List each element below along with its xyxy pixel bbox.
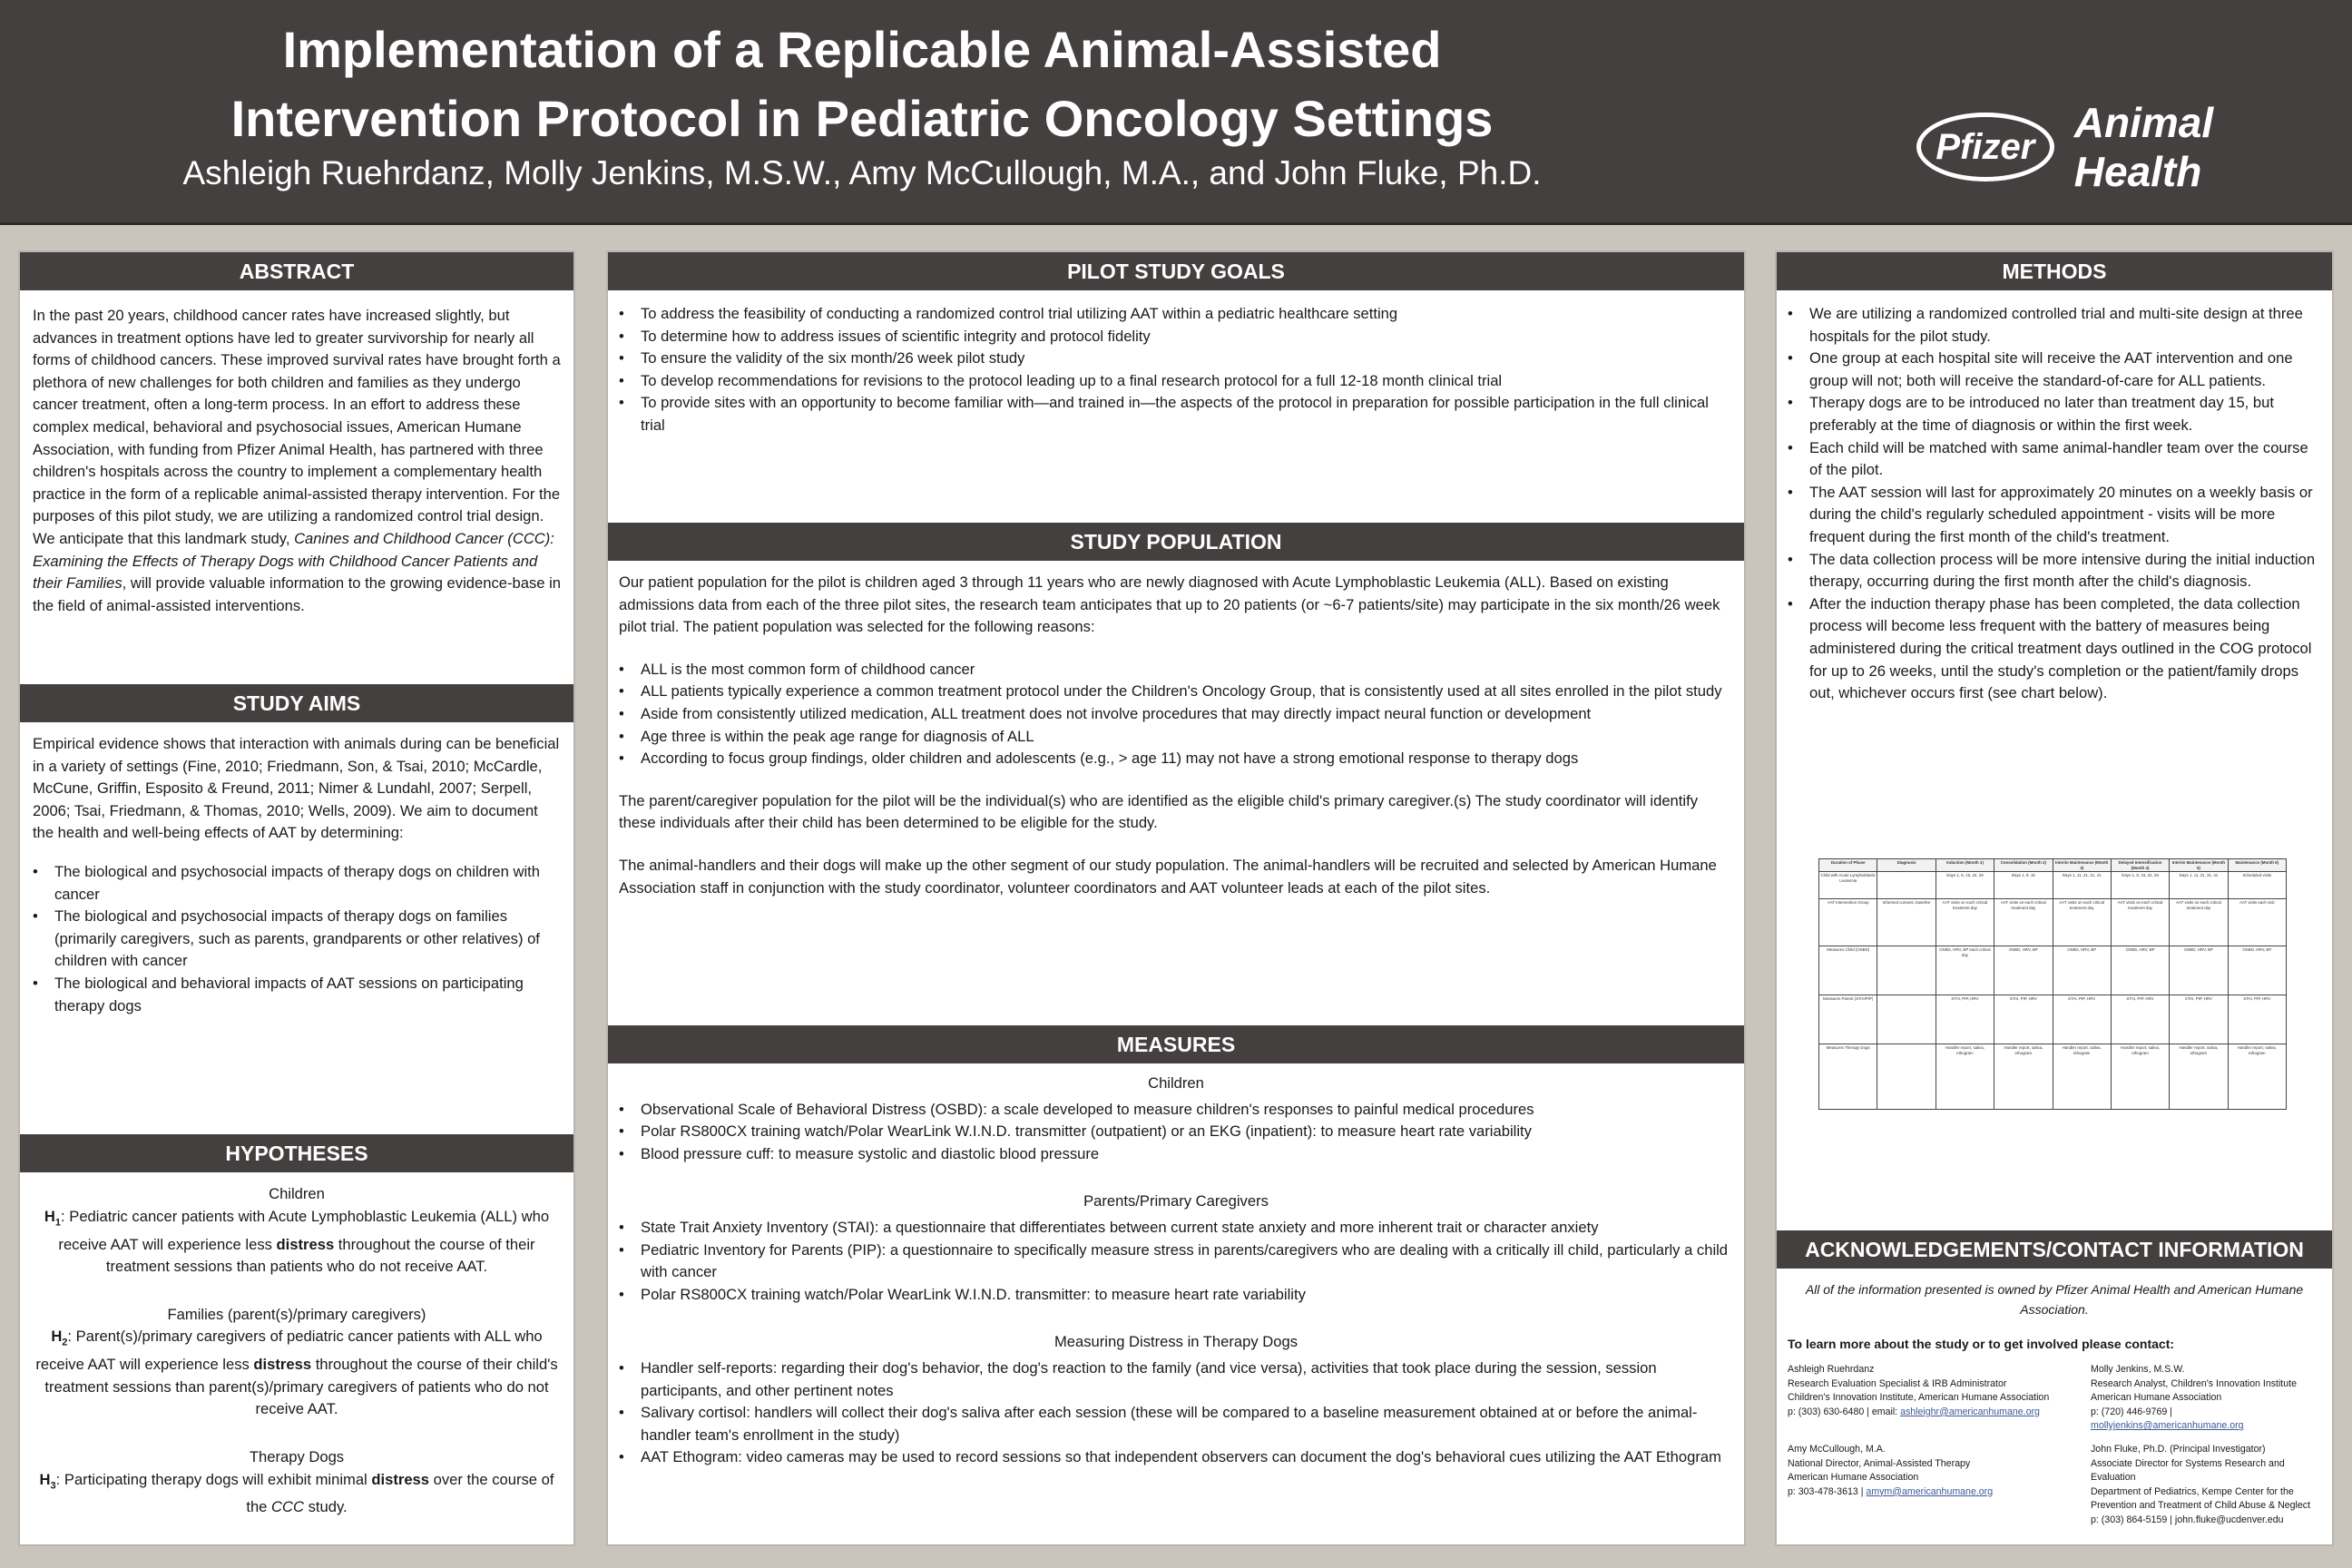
methods-list [1777, 290, 2332, 705]
hypotheses-children-label: Children [269, 1185, 325, 1202]
pilot-goal-item: • To ensure the validity of the six month/26 week pilot study [612, 348, 1733, 370]
pfizer-logo-mark: Pfizer [1936, 126, 2035, 167]
measure-item: • Blood pressure cuff: to measure systolic and diastolic blood pressure [612, 1143, 1733, 1166]
poster-title-line-2: Intervention Protocol in Pediatric Oncology Settings [230, 90, 1494, 147]
measure-item: • Handler self-reports: regarding their dog's behavior, the dog's reaction to the family (and vice versa), activities that took place during the session, session participants, and other pertinent notes [612, 1357, 1733, 1402]
abstract-text-b: , will provide valuable information to the growing evidence-base in the field of animal-assisted interventions. [33, 574, 562, 614]
population-reason-item: • ALL is the most common form of childhood cancer [612, 659, 1733, 681]
measure-item: • Salivary cortisol: handlers will collect their dog's saliva after each session (these will be compared to a baseline measurement obtained at or before the animal-handler team's enrollment in the study) [612, 1402, 1733, 1446]
table-row: Measures Child (OSBD) OSBD, HRV, BP each critical day OSBD, HRV, BP OSBD, HRV, BP OSBD, HRV, BP OSBD, HRV, BP OSBD, HRV, BP [1819, 946, 2287, 995]
left-column [18, 250, 575, 1546]
email-link[interactable]: amym@americanhumane.org [1866, 1485, 1994, 1497]
measure-item: • Polar RS800CX training watch/Polar WearLink W.I.N.D. transmitter (outpatient) or an EKG (inpatient): to measure heart rate variability [612, 1121, 1733, 1143]
table-row: AAT Intervention Group Informed consent, baseline AAT visits on each critical treatment day AAT visits on each critical treatment day AAT visits on each critical treatment day AAT visits on each critical treatment day AAT visits on each critical treatment day AAT visits each visit [1819, 899, 2287, 946]
study-aims-item: • The biological and psychosocial impacts of therapy dogs on children with cancer [25, 861, 561, 906]
logo-text: Animal Health [2073, 99, 2214, 195]
email-link[interactable]: mollyjenkins@americanhumane.org [2091, 1420, 2244, 1432]
measures-parents-label: Parents/Primary Caregivers [1083, 1192, 1269, 1210]
pilot-goal-item: • To address the feasibility of conducting a randomized control trial utilizing AAT within a pediatric healthcare setting [612, 303, 1733, 326]
treatment-schedule-table [1818, 858, 2287, 1110]
population-reason-item: • According to focus group findings, older children and adolescents (e.g., > age 11) may not have a strong emotional response to therapy dogs [612, 748, 1733, 770]
contact-card: John Fluke, Ph.D. (Principal Investigator) Associate Director for Systems Research and Evaluation Department of Pediatrics, Kempe Center for the Prevention and Treatment of Child Abuse & Neglect p: (303) 864-5159 | john.fluke@ucdenver.edu [2091, 1444, 2311, 1525]
table-header-cell: Duration of Phase [1819, 859, 1877, 872]
measure-item: • State Trait Anxiety Inventory (STAI): a questionnaire that differentiates between current state anxiety and more inherent trait or character anxiety [612, 1217, 1733, 1240]
study-aims-heading: STUDY AIMS [20, 684, 573, 722]
hypothesis-2: $H_2$: Parent(s)/primary caregivers of pediatric cancer patients with ALL who receive AAT will experience less distress throughout the course of their child's treatment sessions than parent(s)/primary caregivers of patients who do not receive AAT. [35, 1328, 558, 1418]
method-item: • We are utilizing a randomized controlled trial and multi-site design at three hospitals for the pilot study. [1780, 303, 2323, 348]
methods-section [1777, 252, 2332, 705]
pilot-goal-item: • To provide sites with an opportunity to become familiar with—and trained in—the aspects of the protocol in preparation for possible participation in the full clinical trial [612, 392, 1733, 436]
contact-card: Molly Jenkins, M.S.W. Research Analyst, Children's Innovation Institute American Humane Association p: (720) 446-9769 | mollyjenkins@americanhumane.org [2091, 1364, 2297, 1432]
methods-heading: METHODS [1777, 252, 2332, 290]
abstract-heading: ABSTRACT [20, 252, 573, 290]
acknowledgements-section [1777, 1230, 2332, 1525]
population-reason-item: • Aside from consistently utilized medication, ALL treatment does not involve procedures that may directly impact neural function or development [612, 703, 1733, 726]
table-row: Child with Acute Lymphoblastic Leukemia Days 1, 8, 15, 22, 29 Days 1, 8, 15 Days 1, 11, 21, 31, 41 Days 1, 8, 15, 22, 29 Days 1, 11, 21, 31, 41 Scheduled visits [1819, 872, 2287, 899]
table-header-cell: Induction (Month 1) [1936, 859, 1994, 872]
study-aims-list [20, 845, 573, 1017]
contact-card: Amy McCullough, M.A. National Director, Animal-Assisted Therapy American Humane Association p: 303-478-3613 | amym@americanhumane.org [1788, 1444, 1994, 1497]
hypothesis-3: $H_3$: Participating therapy dogs will exhibit minimal distress over the course of the CCC study. [39, 1470, 554, 1516]
pilot-goals-section [608, 252, 1744, 437]
contact-grid [1777, 1363, 2332, 1525]
contact-prompt: To learn more about the study or to get involved please contact: [1788, 1337, 2175, 1351]
pilot-goal-item: • To develop recommendations for revisions to the protocol leading up to a final research protocol for a full 12-18 month clinical trial [612, 370, 1733, 393]
right-column [1775, 250, 2334, 1546]
pilot-goal-item: • To determine how to address issues of scientific integrity and protocol fidelity [612, 326, 1733, 348]
middle-column [606, 250, 1746, 1546]
study-aims-intro: Empirical evidence shows that interaction with animals during can be beneficial in a variety of settings (Fine, 2010; Friedmann, Son, & Tsai, 2010; McCardle, McCune, Griffin, Esposito & Freund, 2011; Nimer & Lundahl, 2007; Serpell, 2006; Tsai, Friedmann, & Thomas, 2010; Wells, 2009). We aim to document the health and well-being effects of AAT by determining: [33, 735, 560, 842]
hypothesis-1: $H_1$: Pediatric cancer patients with Acute Lymphoblastic Leukemia (ALL) who receive AAT will experience less distress throughout the course of their treatment sessions than patients who do not receive AAT. [44, 1207, 550, 1276]
hypotheses-heading: HYPOTHESES [20, 1134, 573, 1172]
acknowledgements-statement: All of the information presented is owned by Pfizer Animal Health and American Humane Association. [1805, 1282, 2304, 1317]
abstract-text [20, 290, 573, 617]
method-item: • One group at each hospital site will receive the AAT intervention and one group will not; both will receive the standard-of-care for ALL patients. [1780, 348, 2323, 392]
contact-card: Ashleigh Ruehrdanz Research Evaluation Specialist & IRB Administrator Children's Innovation Institute, American Humane Association p: (303) 630-6480 | email: ashleighr@americanhumane.org [1788, 1364, 2050, 1417]
population-intro: Our patient population for the pilot is children aged 3 through 11 years who are newly diagnosed with Acute Lymphoblastic Leukemia (ALL). Based on existing admissions data from each of the three pilot sites, the research team anticipates that up to 20 patients (or ~6-7 patients/site) may participate in the six month/26 week pilot trial. The patient population was selected for the following reasons: [619, 573, 1720, 636]
abstract-section [20, 252, 573, 617]
measures-parents-list [608, 1213, 1744, 1306]
table-header-cell: Delayed Intensification (Month 4) [2111, 859, 2169, 872]
method-item: • After the induction therapy phase has been completed, the data collection process will become less frequent with the battery of measures being administered during the critical treatment days outlined in the COG protocol for up to 26 weeks, until the study's completion or the patient/family drops out, whichever occurs first (see chart below). [1780, 593, 2323, 705]
table-header-cell: Interim Maintenance (Month 3) [2053, 859, 2111, 872]
method-item: • Therapy dogs are to be introduced no later than treatment day 15, but preferably at the time of diagnosis or within the first week. [1780, 392, 2323, 436]
method-item: • Each child will be matched with same animal-handler team over the course of the pilot. [1780, 437, 2323, 482]
measure-item: • Observational Scale of Behavioral Distress (OSBD): a scale developed to measure children's responses to painful medical procedures [612, 1099, 1733, 1122]
population-handlers: The animal-handlers and their dogs will make up the other segment of our study population. The animal-handlers will be recruited and selected by American Humane Association staff in conjunction with the study coordinator, volunteer coordinators and AAT volunteer leads at each of the pilot sites. [619, 856, 1717, 897]
study-population-section [608, 523, 1744, 899]
measures-heading: MEASURES [608, 1025, 1744, 1063]
measures-children-list [608, 1095, 1744, 1166]
method-item: • The AAT session will last for approximately 20 minutes on a weekly basis or during the child's regularly scheduled appointment - visits will be more frequent during the first month of the child's treatment. [1780, 482, 2323, 549]
acknowledgements-heading: ACKNOWLEDGEMENTS/CONTACT INFORMATION [1777, 1230, 2332, 1269]
pfizer-logo-icon [1916, 113, 2054, 181]
pfizer-animal-health-logo [1916, 98, 2352, 196]
study-population-heading: STUDY POPULATION [608, 523, 1744, 561]
abstract-text-a: In the past 20 years, childhood cancer rates have increased slightly, but advances in treatment options have led to greater survivorship for nearly all forms of childhood cancers. These improved survival rates have brought forth a plethora of new challenges for both children and families as they undergo cancer treatment, often a long-term process. In an effort to address these complex medical, behavioral and psychosocial issues, American Humane Association, with funding from Pfizer Animal Health, has partnered with three children's hospitals across the country to implement a complementary health practice in the form of a replicable animal-assisted therapy intervention. For the purposes of this pilot study, we are utilizing a randomized control trial design. We anticipate that this landmark study, [33, 307, 561, 547]
study-aims-section [20, 684, 573, 1017]
measures-dogs-list [608, 1354, 1744, 1469]
abstract-study-title: Canines and Childhood Cancer (CCC): Examining the Effects of Therapy Dogs with Childhood Cancer Patients and their Families [33, 529, 554, 593]
table-row: Measures Therapy Dogs Handler report, saliva, ethogram Handler report, saliva, ethogram Handler report, saliva, ethogram Handler report, saliva, ethogram Handler report, saliva, ethogram Handler report, saliva, ethogram [1819, 1044, 2287, 1110]
measure-item: • Polar RS800CX training watch/Polar WearLink W.I.N.D. transmitter: to measure heart rate variability [612, 1284, 1733, 1307]
email-link[interactable]: ashleighr@americanhumane.org [1900, 1406, 2040, 1417]
study-aims-item: • The biological and psychosocial impacts of therapy dogs on families (primarily caregivers, such as parents, grandparents or other relatives) of children with cancer [25, 906, 561, 973]
poster-authors: Ashleigh Ruehrdanz, Molly Jenkins, M.S.W., Amy McCullough, M.A., and John Fluke, Ph.D. [182, 154, 1542, 191]
pilot-goals-list [608, 290, 1744, 437]
table-header-row [1819, 859, 2287, 872]
hypotheses-section [20, 1134, 573, 1519]
table-row: Measures Parent (STAI/PIP) STAI, PIP, HRV STAI, PIP, HRV STAI, PIP, HRV STAI, PIP, HRV STAI, PIP, HRV STAI, PIP, HRV [1819, 995, 2287, 1044]
population-reason-item: • ALL patients typically experience a common treatment protocol under the Children's Oncology Group, that is consistently used at all sites enrolled in the pilot study [612, 681, 1733, 703]
poster-header [0, 0, 2352, 225]
table-header-cell: Interim Maintenance (Month 5) [2170, 859, 2228, 872]
poster-title-line-1: Implementation of a Replicable Animal-Assisted [282, 21, 1442, 78]
method-item: • The data collection process will be more intensive during the initial induction therapy, occurring during the first month after the child's diagnosis. [1780, 549, 2323, 593]
population-reason-item: • Age three is within the peak age range for diagnosis of ALL [612, 726, 1733, 749]
population-caregivers: The parent/caregiver population for the pilot will be the individual(s) who are identified as the eligible child's primary caregiver.(s) The study coordinator will identify these individuals after their child has been determined to be eligible for the study. [619, 791, 1698, 832]
table-header-cell: Consolidation (Month 2) [1994, 859, 2053, 872]
measures-section [608, 1025, 1744, 1469]
hypotheses-dogs-label: Therapy Dogs [249, 1447, 345, 1465]
measure-item: • AAT Ethogram: video cameras may be used to record sessions so that independent observers can document the dog's behavioral cues utilizing the AAT Ethogram [612, 1446, 1733, 1469]
measure-item: • Pediatric Inventory for Parents (PIP): a questionnaire to specifically measure stress in parents/caregivers who are dealing with a critically ill child, particularly a child with cancer [612, 1240, 1733, 1284]
measures-children-label: Children [1148, 1074, 1204, 1092]
pilot-goals-heading: PILOT STUDY GOALS [608, 252, 1744, 290]
population-reasons-list [608, 639, 1744, 770]
table-header-cell: Diagnosis [1877, 859, 1936, 872]
table-header-cell: Maintenance (Month 6) [2228, 859, 2286, 872]
hypotheses-families-label: Families (parent(s)/primary caregivers) [167, 1305, 426, 1323]
measures-dogs-label: Measuring Distress in Therapy Dogs [1054, 1333, 1298, 1351]
treatment-schedule-chart [1818, 858, 2287, 1110]
study-aims-item: • The biological and behavioral impacts of AAT sessions on participating therapy dogs [25, 973, 561, 1017]
